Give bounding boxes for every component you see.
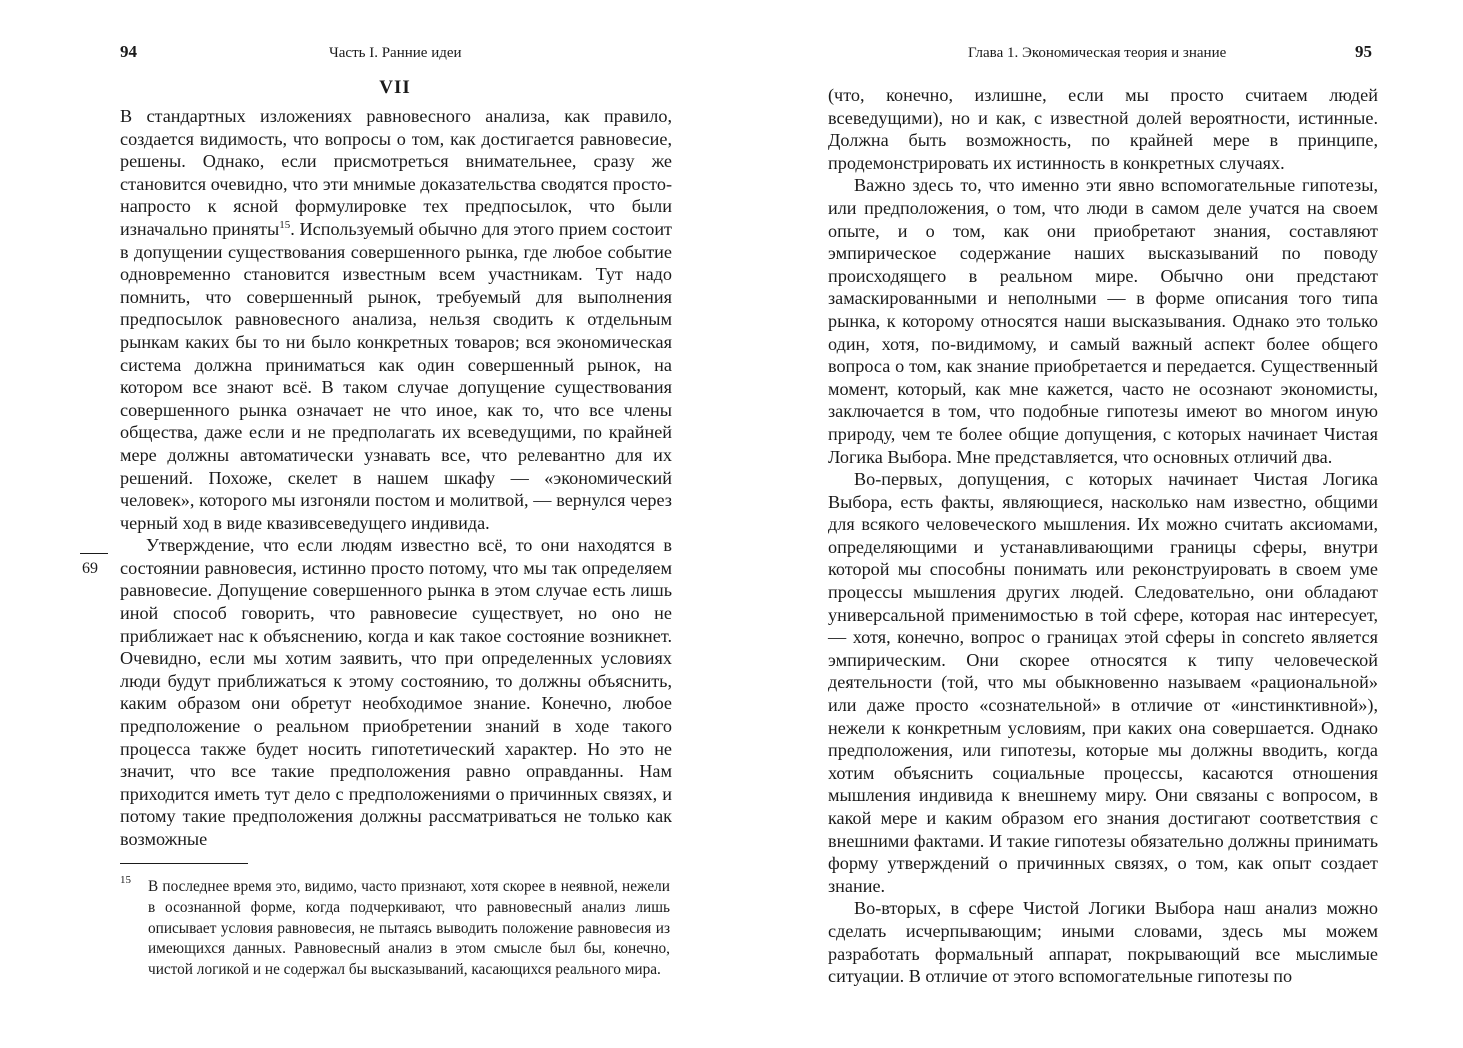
paragraph: Утверждение, что если людям известно всё, то они находятся в состоянии равновесия, истинно просто потому, что мы так определяем равновесие. Допущение совершенного рынка в этом случае есть лишь иной способ говорить, что равновесие существует, но оно не приближает нас к объяснению, когда и как такое состояние возникнет. Очевидно, если мы хотим заявить, что при определенных условиях люди будут приближаться к этому состоянию, то должны объяснить, каким образом они обретут необходимое знание. Конечно, любое предположение о реальном приобретении знаний в ходе такого процесса также будет носить гипотетический характер. Но это не значит, что все такие предположения равно оправданны. Нам приходится иметь тут дело с предположениями о причинных связях, и потому такие предположения должны рассматриваться не только как возможные xyxy=(120,535,672,849)
footnote-number: 15 xyxy=(120,874,131,886)
main-text xyxy=(120,105,672,851)
running-head: Глава 1. Экономическая теория и знание xyxy=(968,45,1227,61)
paragraph: Важно здесь то, что именно эти явно вспомогательные гипотезы, или предположения, о том, что люди в самом деле учатся на своем опыте, и о том, как они приобретают знания, составляют эмпирическое содержание наших высказываний по поводу происходящего в реальном мире. Обычно они предстают замаскированными и неполными — в форме описания того типа рынка, к которому относятся наши высказывания. Однако это только один, хотя, по-видимому, и самый важный аспект более общего вопроса о том, как знание приобретается и передается. Существенный момент, который, как мне кажется, часто не осознают экономисты, заключается в том, что подобные гипотезы имеют во многом иную природу, чем те более общие допущения, с которых начинает Чистая Логика Выбора. Мне представляется, что основных отличий два. xyxy=(828,175,1378,467)
footnote-rule xyxy=(120,863,248,864)
page-number: 94 xyxy=(120,42,137,61)
right-page xyxy=(731,0,1463,1048)
paragraph xyxy=(120,105,672,534)
main-text xyxy=(828,84,1378,988)
running-head: Часть I. Ранние идеи xyxy=(329,45,462,61)
footnote-text: В последнее время это, видимо, часто признают, хотя скорее в неявной, нежели в осознанной форме, когда подчеркивают, что равновесный анализ лишь описывает условия равновесия, не пытаясь выводить положение равновесия из имеющихся данных. Равновесный анализ в этом смысле был бы, конечно, чистой логикой и не содержал бы высказываний, касающихся реального мира. xyxy=(148,878,670,979)
paragraph: Во-первых, допущения, с которых начинает Чистая Логика Выбора, есть факты, являющиеся, насколько нам известно, общими для всякого человеческого мышления. Их можно считать аксиомами, определяющими и устанавливающими границы сферы, внутри которой мы способны понимать или реконструировать в своем уме процессы мышления других людей. Следовательно, они обладают универсальной применимостью в той сфере, которая нас интересует, — хотя, конечно, вопрос о границах этой сферы in concreto является эмпирическим. Они скорее относятся к типу человеческой деятельности (той, что мы обыкновенно называем «рациональной» или даже просто «сознательной» в отличие от «инстинктивной»), нежели к конкретным условиям, при каких она совершается. Однако предположения, или гипотезы, которые мы должны вводить, когда хотим объяснить социальные процессы, касаются отношения мышления индивида к внешнему миру. Они связаны с вопросом, в какой мере и каким образом его знания достигают соответствия с внешними фактами. И такие гипотезы обязательно должны принимать форму утверждений о причинных связях, о том, как опыт создает знание. xyxy=(828,469,1378,896)
page-number: 95 xyxy=(1355,42,1372,61)
footnote xyxy=(120,873,670,981)
margin-page-number: 69 xyxy=(82,560,98,577)
paragraph-text: В стандартных изложениях равновесного анализа, как правило, создается видимость, что вопросы о том, как достигается равновесие, решены. Однако, если присмотреться внимательнее, сразу же становится очевидно, что эти мнимые доказательства сводятся просто-напросто к ясной формулировке тех предпосылок, что были изначально приняты xyxy=(120,106,672,239)
margin-rule xyxy=(80,553,108,554)
paragraph: Во-вторых, в сфере Чистой Логики Выбора наш анализ можно сделать исчерпывающим; иными словами, здесь мы можем разработать формальный аппарат, покрывающий все мыслимые ситуации. В отличие от этого вспомогательные гипотезы по xyxy=(828,898,1378,987)
paragraph: (что, конечно, излишне, если мы просто считаем людей всеведущими), но и как, с известной долей вероятности, истинные. Должна быть возможность, по крайней мере в принципе, продемонстрировать их истинность в конкретных случаях. xyxy=(828,85,1378,173)
footnote-reference[interactable]: 15 xyxy=(279,218,291,231)
section-heading: VII xyxy=(379,77,411,98)
left-page xyxy=(0,0,731,1048)
paragraph-text: . Используемый обычно для этого прием состоит в допущении существования совершенного рынка, где любое событие одновременно становится известным всем участникам. Тут надо помнить, что совершенный рынок, требуемый для выполнения предпосылок равновесного анализа, нельзя сводить к отдельным рынкам каких бы то ни было конкретных товаров; вся экономическая система должна приниматься как один совершенный рынок, на котором все знают всё. В таком случае допущение существования совершенного рынка означает не что иное, как то, что все члены общества, даже если и не предполагать их всеведущими, по крайней мере должны автоматически узнавать все, что релевантно для их решений. Похоже, скелет в нашем шкафу — «экономический человек», которого мы изгоняли постом и молитвой, — вернулся через черный ход в виде квазивсеведущего индивида. xyxy=(120,218,672,533)
